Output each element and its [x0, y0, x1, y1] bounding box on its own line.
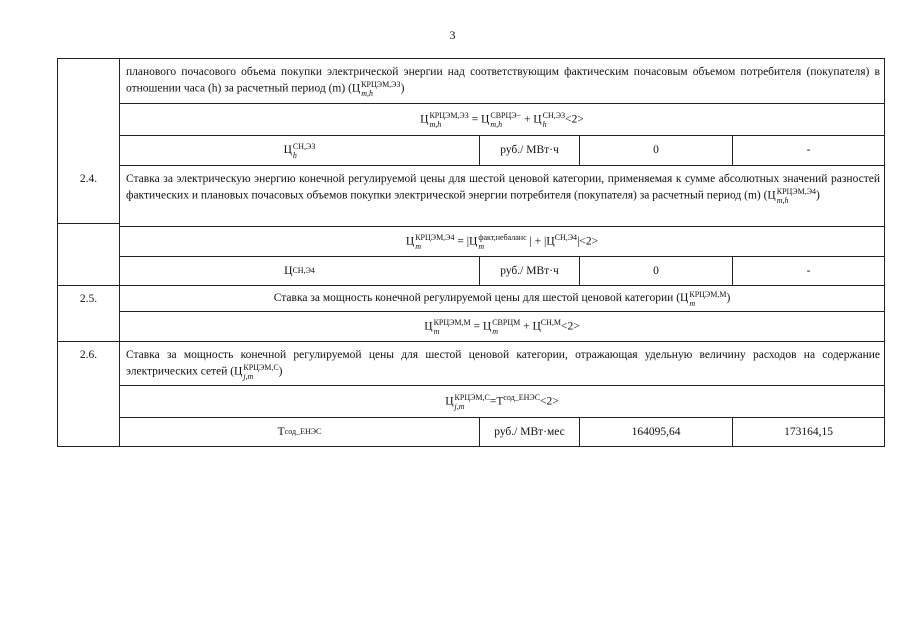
value-cell-1: 0 [580, 257, 733, 286]
row-number: 2.6. [58, 342, 120, 446]
description-text: планового почасового объема покупки электрической энергии над соответствующим фактическим почасовым объемом потребителя (покупателя) в отношении часа (h) за расчетный период (m) (Ц [126, 66, 880, 95]
formula: Ц КРЦЭМ,М m = Ц СВРЦМ m + $Ц^{СН,М}<2>$ [424, 317, 580, 336]
table-row-2-5 [58, 286, 884, 342]
row-number: 2.5. [58, 286, 120, 342]
unit-cell: руб./ МВт·ч [480, 136, 580, 166]
symbol-index: КРЦЭМ,М m [689, 289, 727, 308]
unit-cell: руб./ МВт·мес [480, 418, 580, 446]
formula: Ц КРЦЭМ,ЭЗ m,h = Ц СВРЦЭ− m,h + Ц СН,ЭЗ h <2> [420, 110, 584, 129]
param-symbol-cell: Ц СН,ЭЗ h [120, 136, 480, 166]
row-description: Ставка за мощность конечной регулируемой цены для шестой ценовой категории, отражающая удельную величину расходов на содержание электрических сетей (Ц КРЦЭМ,С j,m ) [120, 342, 884, 386]
description-text: Ставка за мощность конечной регулируемой цены для шестой ценовой категории (Ц [273, 292, 689, 304]
param-symbol-cell: Т сод_ЕНЭС [120, 418, 480, 446]
value-cell-2: - [733, 136, 884, 166]
symbol-index: КРЦЭМ,С j,m [243, 363, 279, 381]
formula-cell [120, 104, 884, 136]
value-cell-2: - [733, 257, 884, 286]
formula: Ц КРЦЭМ,С j,m $=Т^{сод\_ЕНЭС}<2>$ [445, 392, 559, 411]
formula-cell [120, 227, 884, 257]
symbol-index: КРЦЭМ,Э4 m,h [776, 187, 816, 205]
param-symbol-cell: Ц СН,Э4 [120, 257, 480, 286]
row-description: Ставка за мощность конечной регулируемой цены для шестой ценовой категории (Ц КРЦЭМ,М m ) [120, 286, 884, 312]
value-cell-1: 164095,64 [580, 418, 733, 446]
table-row-2-4 [58, 166, 884, 286]
unit-cell: руб./ МВт·ч [480, 257, 580, 286]
formula-cell [120, 312, 884, 342]
row-description: планового почасового объема покупки электрической энергии над соответствующим фактическим почасовым объемом потребителя (покупателя) в отношении часа (h) за расчетный период (m) (Ц КРЦЭМ,ЭЗ m,h ) [120, 59, 884, 104]
page-number: 3 [449, 28, 456, 42]
row-number: 2.4. [58, 166, 120, 286]
formula-cell [120, 386, 884, 418]
value-cell-1: 0 [580, 136, 733, 166]
description-text: Ставка за мощность конечной регулируемой цены для шестой ценовой категории, отражающая удельную величину расходов на содержание электрических сетей (Ц [126, 349, 880, 378]
table-row-2-6 [58, 342, 884, 446]
description-text: Ставка за электрическую энергию конечной регулируемой цены для шестой ценовой категории, применяемая к сумме абсолютных значений разностей фактических и плановых почасовых объемов покупки электрической энергии потребителя (покупателя) за расчетный период (m) (Ц [126, 173, 880, 202]
row-description: Ставка за электрическую энергию конечной регулируемой цены для шестой ценовой категории, применяемая к сумме абсолютных значений разностей фактических и плановых почасовых объемов покупки электрической энергии потребителя (покупателя) за расчетный период (m) (Ц КРЦЭМ,Э4 m,h ) [120, 166, 884, 227]
rates-table [57, 58, 885, 447]
symbol-index: КРЦЭМ,ЭЗ m,h [361, 80, 401, 98]
formula: Ц КРЦЭМ,Э4 m = |Ц факт,небаланс m | + $|Ц^{СН,Э4}|<2>$ [405, 232, 599, 251]
value-cell-2: 173164,15 [784, 425, 833, 438]
